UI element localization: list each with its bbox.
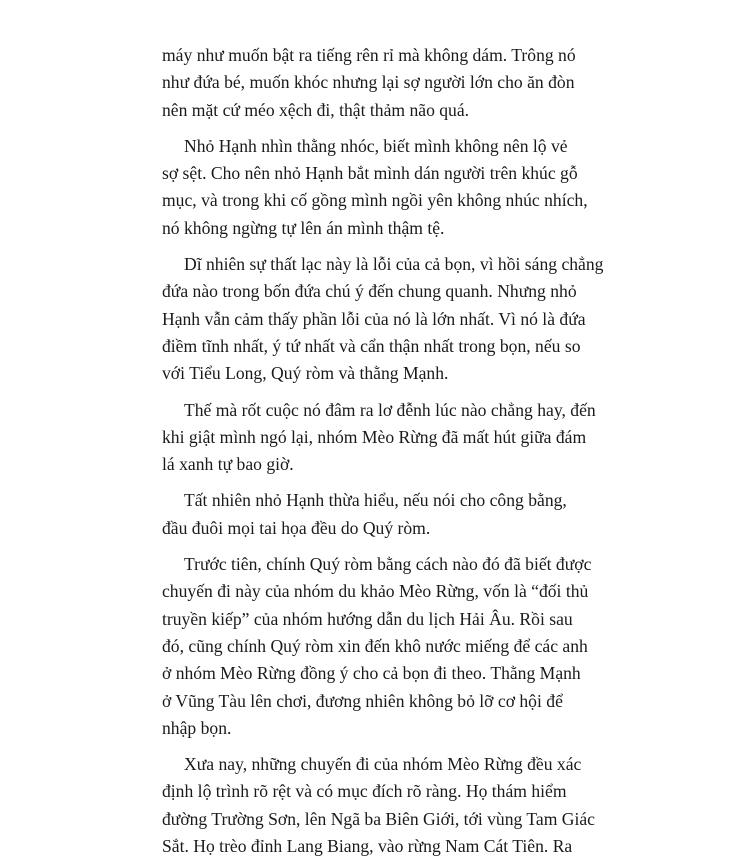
text-line: ở nhóm Mèo Rừng đồng ý cho cả bọn đi theo. Thằng Mạnh [162,663,581,684]
text-line: đó, cũng chính Quý ròm xin đến khô nước miếng để các anh [162,635,588,656]
text-line: chuyến đi này của nhóm du khảo Mèo Rừng, vốn là “đối thủ [162,581,589,602]
text-line: khi giật mình ngó lại, nhóm Mèo Rừng đã mất hút giữa đám [162,426,587,447]
text-line: như đứa bé, muốn khóc nhưng lại sợ người lớn cho ăn đòn [162,72,575,93]
text-line: nó không ngừng tự lên án mình thậm tệ. [162,217,445,238]
paragraph-first-line: Thế mà rốt cuộc nó đâm ra lơ đễnh lúc nào chẳng hay, đến [184,399,596,420]
paragraph-first-line: Nhỏ Hạnh nhìn thằng nhóc, biết mình không nên lộ vẻ [184,135,568,156]
text-line: với Tiểu Long, Quý ròm và thằng Mạnh. [162,363,449,384]
text-line: máy như muốn bật ra tiếng rên rỉ mà không dám. Trông nó [162,45,576,65]
page-body-text [162,42,604,860]
text-line: đường Trường Sơn, lên Ngã ba Biên Giới, tới vùng Tam Giác [162,808,595,829]
text-line: Hạnh vẫn cảm thấy phần lỗi của nó là lớn nhất. Vì nó là đứa [162,308,586,329]
text-line: định lộ trình rõ rệt và có mục đích rõ ràng. Họ thám hiểm [162,781,567,802]
text-line: lá xanh tự bao giờ. [162,454,294,475]
paragraph-first-line: Xưa nay, những chuyến đi của nhóm Mèo Rừng đều xác [184,754,582,775]
text-line: nhập bọn. [162,717,232,738]
paragraph-first-line: Dĩ nhiên sự thất lạc này là lỗi của cả bọn, vì hồi sáng chẳng [184,254,604,275]
text-line: mục, và trong khi cố gồng mình ngồi yên không nhúc nhích, [162,190,588,211]
paragraph-first-line: Trước tiên, chính Quý ròm bằng cách nào đó đã biết được [184,554,592,575]
text-line: nên mặt cứ méo xệch đi, thật thảm não quá. [162,99,470,120]
paragraph-first-line: Tất nhiên nhỏ Hạnh thừa hiểu, nếu nói cho công bằng, [184,490,567,511]
text-line: sợ sệt. Cho nên nhỏ Hạnh bắt mình dán người trên khúc gỗ [162,163,578,184]
text-line: đầu đuôi mọi tai họa đều do Quý ròm. [162,517,431,538]
text-line: Sắt. Họ trèo đỉnh Lang Biang, vào rừng Nam Cát Tiên. Ra [162,836,573,857]
text-line: truyền kiếp” của nhóm hướng dẫn du lịch Hải Âu. Rồi sau [162,608,573,629]
text-line: ở Vũng Tàu lên chơi, đương nhiên không bỏ lỡ cơ hội để [162,690,563,711]
text-line: đứa nào trong bốn đứa chú ý đến chung quanh. Nhưng nhỏ [162,281,577,302]
text-line: điềm tĩnh nhất, ý tứ nhất và cẩn thận nhất trong bọn, nếu so [162,335,581,356]
